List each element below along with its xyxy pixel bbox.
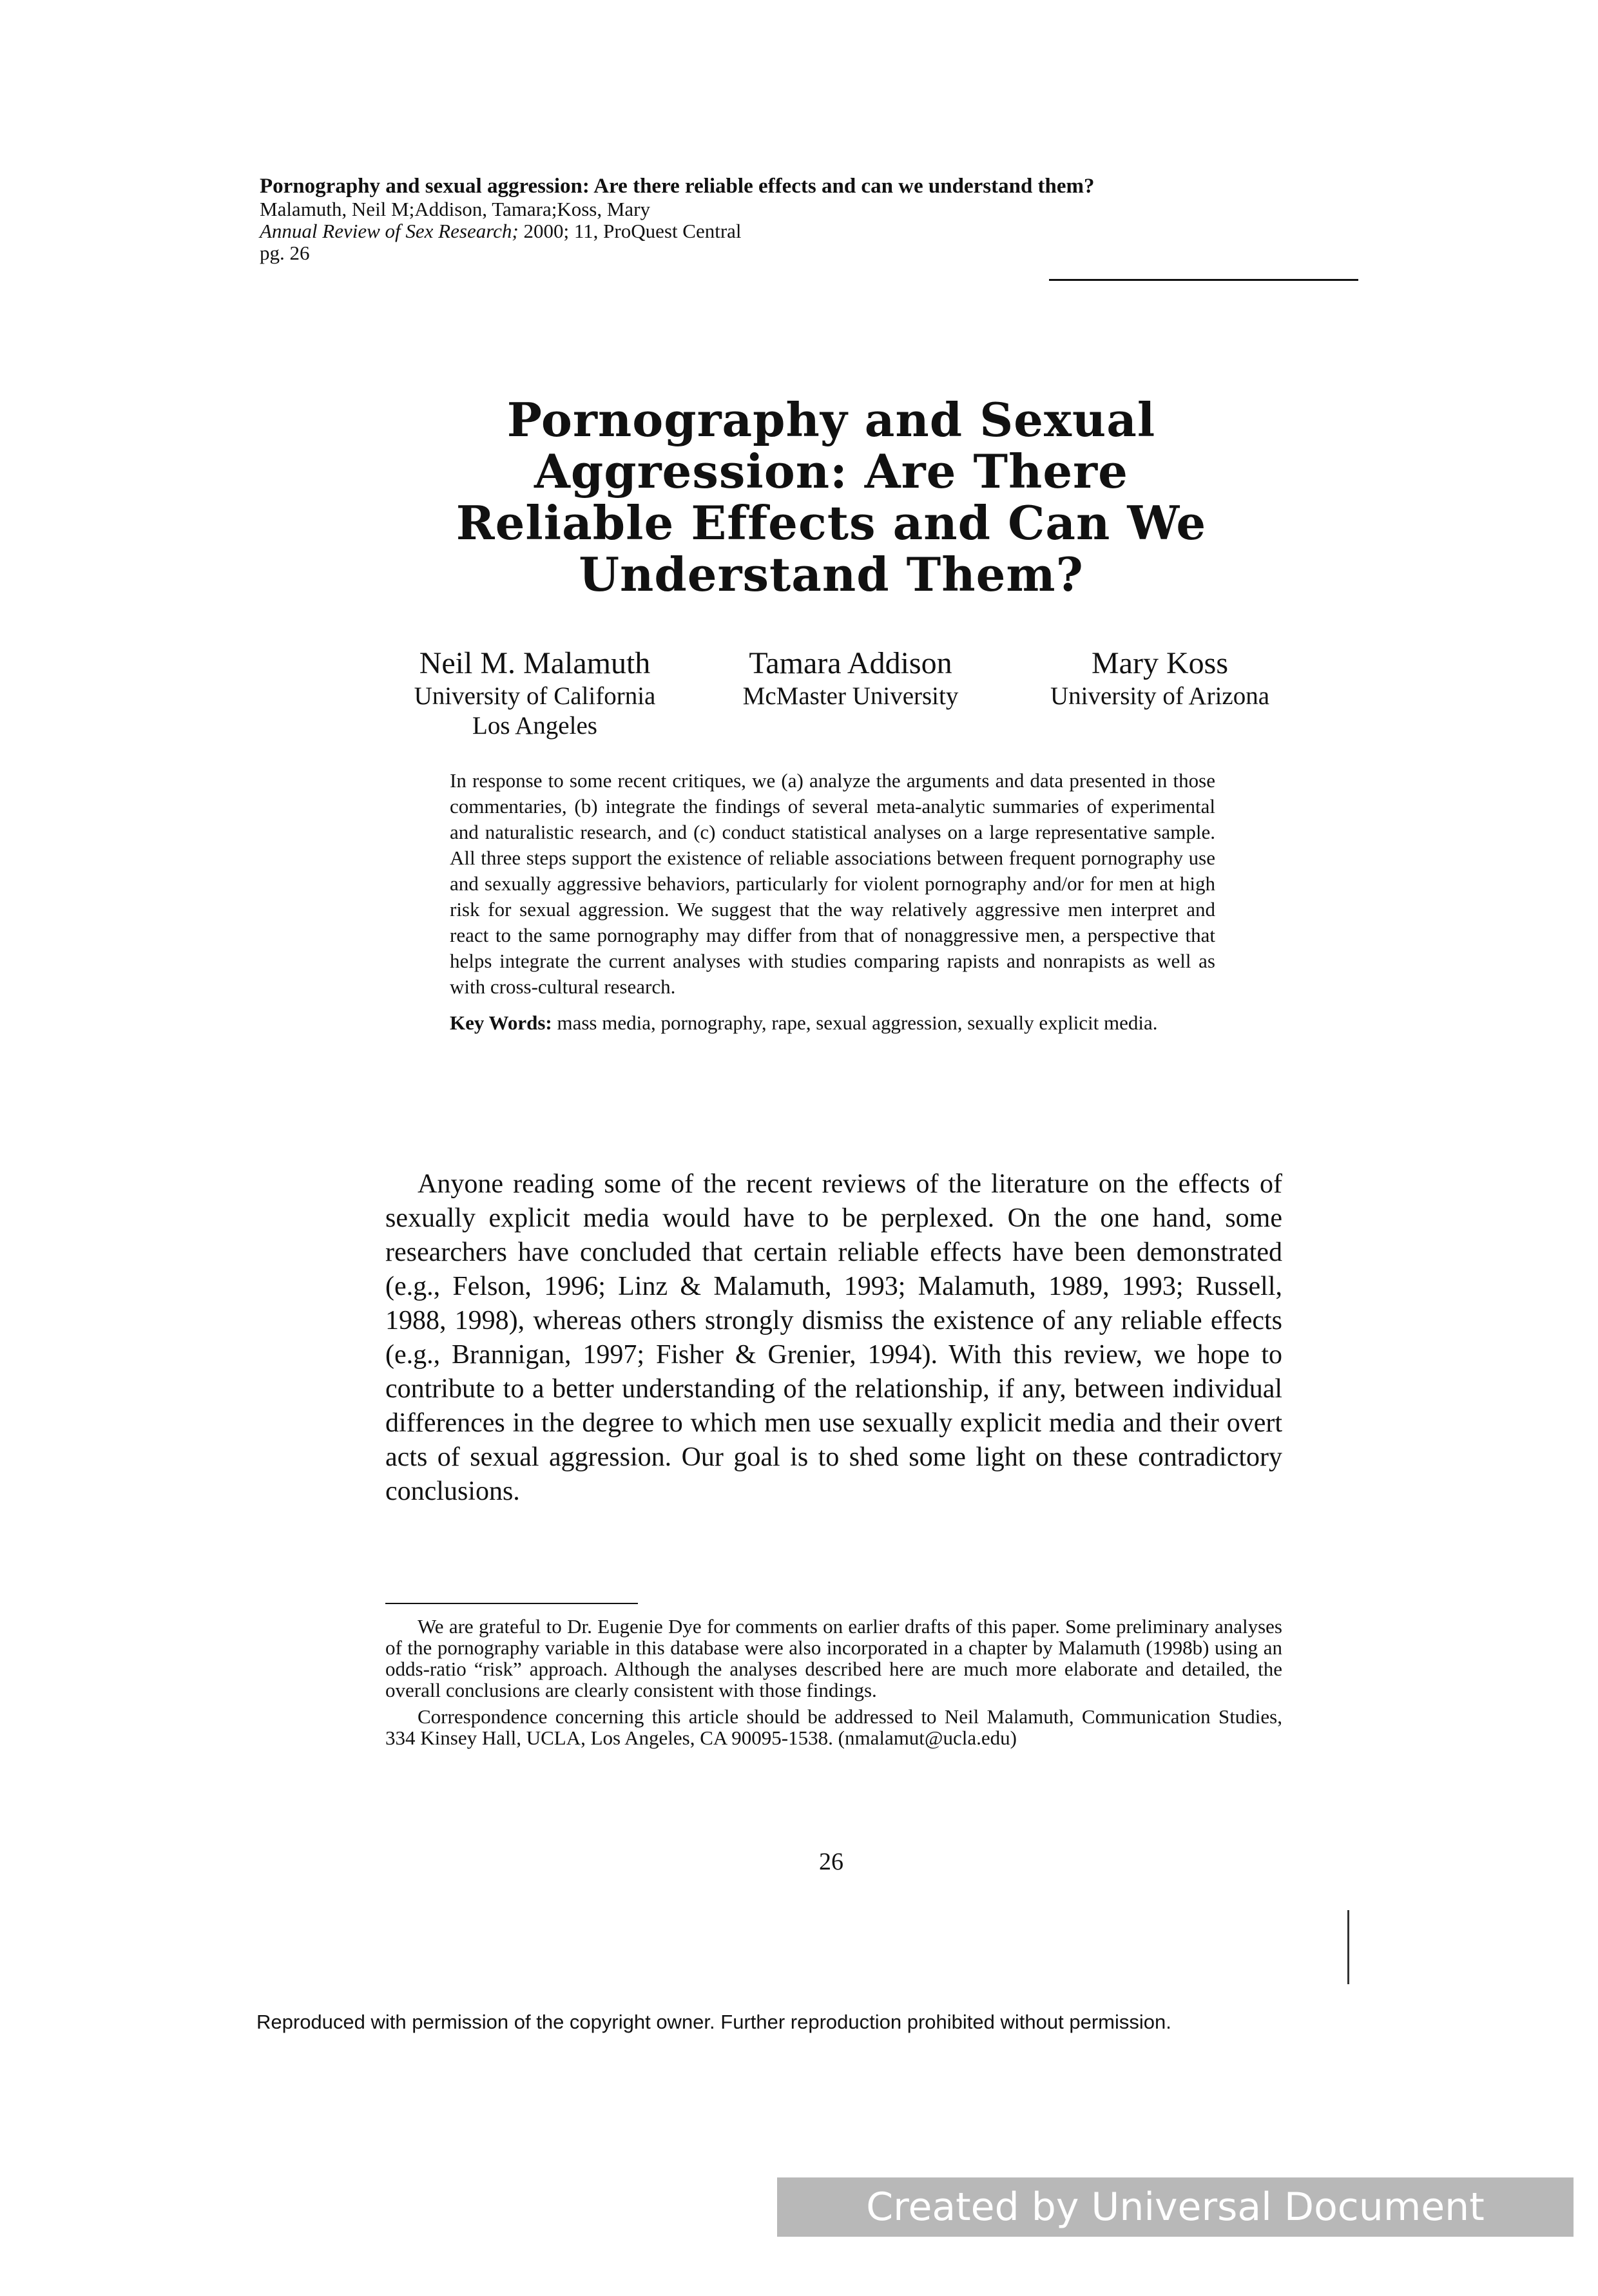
title-line: Pornography and Sexual xyxy=(506,392,1156,447)
article-title xyxy=(412,394,1250,600)
body-paragraph: Anyone reading some of the recent reviews of the literature on the effects of sexually explicit media would have to be perplexed. On the one hand, some researchers have concluded that certain reliable effects have been demonstrated (e.g., Felson, 1996; Linz & Malamuth, 1993; Malamuth, 1989, 1993; Russell, 1988, 1998), whereas others strongly dismiss the existence of any reliable effects (e.g., Brannigan, 1997; Fisher & Grenier, 1994). With this review, we hope to contribute to a better understanding of the relationship, if any, between individual differences in the degree to which men use sexually explicit media and their overt acts of sexual aggression. Our goal is to shed some light on these contradictory conclusions. xyxy=(385,1169,1282,1506)
title-line: Aggression: Are There xyxy=(534,444,1128,499)
author-name: Mary Koss xyxy=(1092,646,1228,680)
keywords xyxy=(450,1010,1215,1036)
page-number: 26 xyxy=(819,1848,843,1875)
citation-header xyxy=(260,174,1355,264)
citation-title: Pornography and sexual aggression: Are there reliable effects and can we understand them? xyxy=(260,175,1095,198)
footnote-rule xyxy=(385,1603,638,1604)
footnote-acknowledgment: We are grateful to Dr. Eugenie Dye for comments on earlier drafts of this paper. Some preliminary analyses of the pornography variable in this database were also incorporated in a chapter by Malamuth (1998b) using an odds-ratio “risk” approach. Although the analyses described here are much more elaborate and detailed, the overall conclusions are clearly consistent with those findings. xyxy=(385,1615,1282,1701)
footnotes xyxy=(385,1616,1282,1748)
title-line: Reliable Effects and Can We xyxy=(456,495,1207,550)
margin-rule xyxy=(1347,1910,1349,1984)
author-affiliation-city: Los Angeles xyxy=(472,712,597,740)
author-affiliation: University of California xyxy=(414,682,656,710)
citation-source xyxy=(260,220,1355,242)
citation-authors: Malamuth, Neil M;Addison, Tamara;Koss, Mary xyxy=(260,198,650,220)
header-rule xyxy=(1049,279,1358,281)
author-affiliation: McMaster University xyxy=(742,682,959,710)
keywords-label: Key Words: xyxy=(450,1011,552,1034)
citation-journal: Annual Review of Sex Research; xyxy=(260,220,519,242)
converter-watermark: Created by Universal Document Converter xyxy=(777,2177,1574,2237)
author-affiliation: University of Arizona xyxy=(1050,682,1270,710)
author-block xyxy=(374,646,696,741)
author-name: Tamara Addison xyxy=(749,646,952,680)
citation-page: pg. 26 xyxy=(260,242,310,264)
author-block xyxy=(1018,646,1302,711)
copyright-notice: Reproduced with permission of the copyright owner. Further reproduction prohibited without permission. xyxy=(256,2011,1171,2033)
author-name: Neil M. Malamuth xyxy=(419,646,651,680)
keywords-text: mass media, pornography, rape, sexual aggression, sexually explicit media. xyxy=(552,1011,1158,1034)
title-line: Understand Them? xyxy=(579,547,1084,602)
abstract-text: In response to some recent critiques, we (a) analyze the arguments and data presented in those commentaries, (b) integrate the findings of several meta-analytic summaries of experimental and naturalistic research, and (c) conduct statistical analyses on a large representative sample. All three steps support the existence of reliable associations between frequent pornography use and sexually aggressive behaviors, particularly for violent pornography and/or for men at high risk for sexual aggression. We suggest that the way relatively aggressive men interpret and react to the same pornography may differ from that of nonaggressive men, a perspective that helps integrate the current analyses with studies comparing rapists and nonrapists as well as with cross-cultural research. xyxy=(450,769,1215,998)
author-block xyxy=(702,646,999,711)
citation-details: 2000; 11, ProQuest Central xyxy=(518,220,742,242)
abstract xyxy=(450,768,1215,1036)
footnote-correspondence: Correspondence concerning this article should be addressed to Neil Malamuth, Communication Studies, 334 Kinsey Hall, UCLA, Los Angeles, CA 90095-1538. (nmalamut@ucla.edu) xyxy=(385,1705,1282,1749)
